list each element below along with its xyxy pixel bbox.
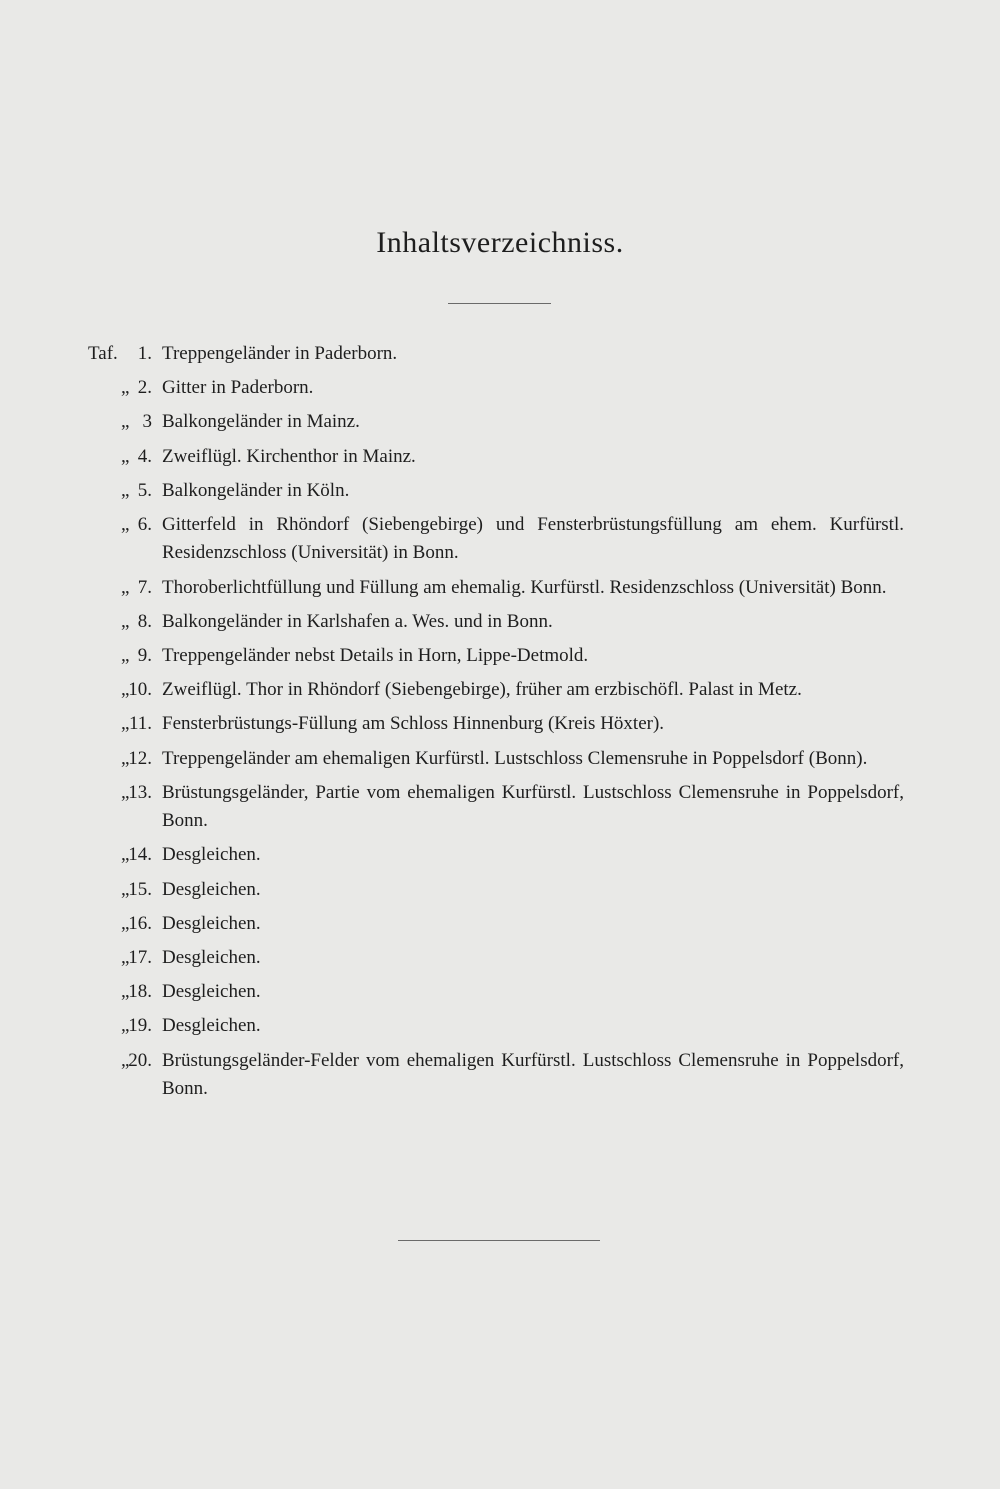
toc-entry [0,876,1000,905]
toc-entry [0,745,1000,774]
toc-entry [0,608,1000,637]
toc-entry [0,511,1000,568]
ditto-mark: „ [121,713,130,735]
ditto-mark: „ [121,411,130,433]
plate-number: 6. [137,513,152,535]
plate-number: 14. [128,844,152,866]
ditto-mark: „ [121,878,130,900]
ditto-mark: „ [121,1049,130,1071]
ditto-mark: „ [121,747,130,769]
ditto-mark: „ [121,645,130,666]
toc-entry [0,978,1000,1007]
plate-number: 20. [128,1049,152,1071]
plate-number: 12. [128,747,152,769]
plate-number: 17. [128,947,152,968]
ditto-mark: „ [121,479,130,501]
plate-title: Balkongeländer in Mainz. [162,411,360,433]
table-of-contents [0,340,1000,1109]
plate-title: Gitterfeld in Rhöndorf (Siebengebirge) und Fensterbrüstungsfüllung am ehem. Kurfürstl. Residenzschloss (Universität) in Bonn. [162,513,904,564]
plate-number: 13. [128,781,152,803]
plate-number: 19. [128,1015,152,1037]
plate-number: 4. [137,445,152,467]
plate-prefix: Taf. [88,343,118,364]
plate-number: 9. [137,645,152,666]
plate-title: Zweiflügl. Thor in Rhöndorf (Siebengebirge), früher am erzbischöfl. Palast in Metz. [162,679,802,701]
plate-number: 11. [128,713,152,735]
plate-number: 8. [137,610,152,632]
toc-entry [0,408,1000,437]
toc-entry [0,374,1000,403]
ditto-mark: „ [121,576,130,598]
plate-title: Desgleichen. [162,844,261,866]
plate-title: Treppengeländer am ehemaligen Kurfürstl. Lustschloss Clemensruhe in Poppelsdorf (Bonn). [162,747,868,769]
plate-title: Desgleichen. [162,912,261,934]
plate-number: 5. [137,479,152,501]
plate-title: Desgleichen. [162,981,261,1003]
plate-number: 16. [128,912,152,934]
plate-title: Balkongeländer in Karlshafen a. Wes. und in Bonn. [162,610,553,632]
plate-title: Balkongeländer in Köln. [162,479,350,501]
plate-number: 2. [137,377,152,399]
page-title: Inhaltsverzeichniss. [376,226,624,259]
plate-title: Desgleichen. [162,878,261,900]
ditto-mark: „ [121,377,130,399]
ditto-mark: „ [121,445,130,467]
plate-title: Zweiflügl. Kirchenthor in Mainz. [162,445,416,467]
plate-number: 15. [128,878,152,900]
toc-entry [0,477,1000,506]
ditto-mark: „ [121,679,130,701]
toc-entry [0,642,1000,671]
ditto-mark: „ [121,1015,130,1037]
plate-number: 7. [137,576,152,598]
toc-entry [0,676,1000,705]
plate-title: Treppengeländer nebst Details in Horn, Lippe-Detmold. [162,645,589,666]
toc-entry [0,574,1000,603]
ditto-mark: „ [121,513,130,535]
toc-entry [0,779,1000,836]
toc-entry [0,1047,1000,1104]
plate-number: 18. [128,981,152,1003]
ditto-mark: „ [121,912,130,934]
plate-title: Gitter in Paderborn. [162,377,314,399]
plate-title: Thoroberlichtfüllung und Füllung am ehemalig. Kurfürstl. Residenzschloss (Universität) Bonn. [162,576,887,598]
ditto-mark: „ [121,981,130,1003]
toc-entry [0,841,1000,870]
ditto-mark: „ [121,781,130,803]
plate-title: Fensterbrüstungs-Füllung am Schloss Hinnenburg (Kreis Höxter). [162,713,665,735]
toc-entry [0,340,1000,369]
plate-number: 10. [128,679,152,701]
ditto-mark: „ [121,947,130,968]
plate-title: Desgleichen. [162,1015,261,1037]
toc-entry [0,710,1000,739]
plate-title: Desgleichen. [162,947,261,968]
toc-entry [0,910,1000,939]
plate-title: Brüstungsgeländer-Felder vom ehemaligen Kurfürstl. Lustschloss Clemensruhe in Poppelsdorf, Bonn. [162,1049,904,1100]
title-divider [448,303,551,304]
plate-title: Brüstungsgeländer, Partie vom ehemaligen Kurfürstl. Lustschloss Clemensruhe in Poppelsdorf, Bonn. [162,781,904,832]
plate-title: Treppengeländer in Paderborn. [162,343,398,364]
end-divider [398,1240,600,1241]
ditto-mark: „ [121,610,130,632]
toc-entry [0,1012,1000,1041]
toc-entry [0,443,1000,472]
plate-number: 1. [137,343,152,364]
toc-entry [0,944,1000,973]
ditto-mark: „ [121,844,130,866]
plate-number: 3 [142,411,152,433]
